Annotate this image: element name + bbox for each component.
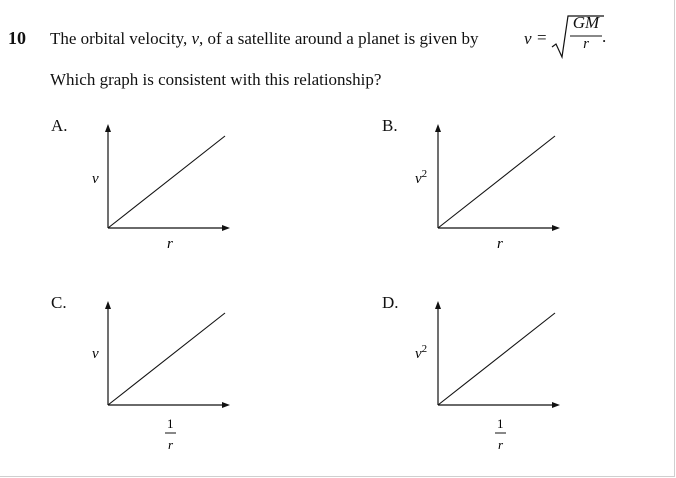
graph-b-y-var: v [415,171,422,187]
formula-end: . [602,27,607,46]
graph-c-x-numerator: 1 [167,416,174,431]
graph-b-x-arrow [552,225,560,231]
graph-a-y-label: v [92,171,99,187]
graph-a-line [108,136,225,228]
option-d-label: D. [382,293,399,312]
formula-denominator: r [583,36,589,52]
graph-b-y-power: 2 [421,168,428,180]
graph-c-y-label: v [92,346,99,362]
question-number: 10 [8,28,26,48]
graph-b-x-label: r [497,236,503,252]
graph-b-line [438,136,555,228]
graph-c-y-arrow [105,301,111,309]
option-b-label: B. [382,116,398,135]
formula-numerator: GM [572,13,600,32]
graph-d-x-arrow [552,402,560,408]
graph-c-x-denominator: r [168,437,174,452]
graph-c-line [108,313,225,405]
option-a-label: A. [51,116,68,135]
graph-b-y-arrow [435,124,441,132]
graph-d-y-arrow [435,301,441,309]
graph-c-x-arrow [222,402,230,408]
velocity-formula [516,13,612,61]
graph-c [80,297,250,462]
stem-suffix: , of a satellite around a planet is given by [199,29,479,48]
formula-equals: = [537,28,547,47]
graph-d-y-label [415,343,427,362]
stem-prefix: The orbital velocity, [50,29,192,48]
option-c-label: C. [51,293,67,312]
graph-d-x-numerator: 1 [497,416,504,431]
graph-d-x-denominator: r [498,437,504,452]
graph-a-x-arrow [222,225,230,231]
graph-a-x-label: r [167,236,173,252]
graph-b [410,120,580,270]
graph-a-y-arrow [105,124,111,132]
question-stem [50,29,479,49]
graph-b-y-label [415,168,427,187]
graph-d [410,297,580,462]
graph-d-y-power: 2 [421,343,428,355]
graph-d-line [438,313,555,405]
graph-a [80,120,250,270]
graph-d-y-var: v [415,346,422,362]
formula-lhs: v [524,29,532,48]
question-prompt: Which graph is consistent with this relationship? [50,70,382,89]
stem-variable: v [191,29,200,48]
